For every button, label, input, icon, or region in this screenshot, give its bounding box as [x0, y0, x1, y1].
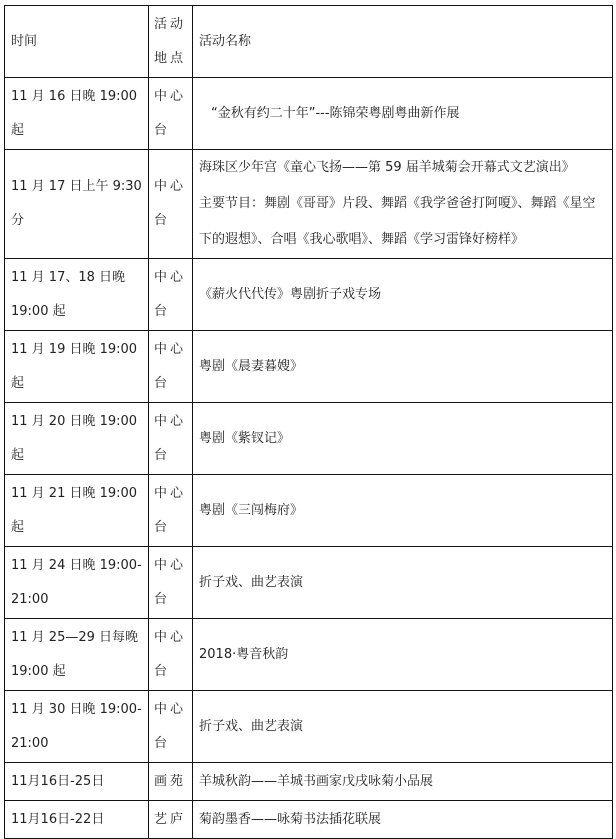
table-row	[5, 475, 613, 547]
cell-time: 11 月 17、18 日晚 19:00 起	[5, 259, 149, 331]
cell-location: 中心台	[149, 150, 193, 259]
cell-time: 11 月 20 日晚 19:00 起	[5, 403, 149, 475]
cell-location: 中心台	[149, 619, 193, 691]
cell-time: 11月16日-22日	[5, 801, 149, 839]
cell-name: 2018·粤音秋韵	[193, 619, 613, 691]
cell-name: 《薪火代代传》粤剧折子戏专场	[193, 259, 613, 331]
cell-time: 11 月 17 日上午 9:30 分	[5, 150, 149, 259]
cell-location: 中心台	[149, 259, 193, 331]
event-detail: 主要节目：舞剧《哥哥》片段、舞蹈《我学爸爸打阿嗄》、舞蹈《星空下的遐想》、合唱《我心歌唱》、舞蹈《学习雷锋好榜样》	[199, 196, 596, 247]
cell-location: 中心台	[149, 403, 193, 475]
table-row	[5, 801, 613, 839]
cell-name: 菊韵墨香——咏菊书法插花联展	[193, 801, 613, 839]
cell-location: 艺庐	[149, 801, 193, 839]
cell-name: “金秋有约二十年”---陈锦荣粤剧粤曲新作展	[193, 78, 613, 150]
table-row	[5, 691, 613, 763]
cell-location: 中心台	[149, 78, 193, 150]
cell-location: 中心台	[149, 331, 193, 403]
cell-name: 折子戏、曲艺表演	[193, 691, 613, 763]
header-name: 活动名称	[193, 6, 613, 78]
table-header-row	[5, 6, 613, 78]
cell-time: 11 月 25—29 日每晚 19:00 起	[5, 619, 149, 691]
events-table	[4, 5, 613, 839]
table-row	[5, 331, 613, 403]
cell-name: 粤剧《紫钗记》	[193, 403, 613, 475]
table-row	[5, 619, 613, 691]
cell-location: 画苑	[149, 763, 193, 801]
cell-location: 中心台	[149, 475, 193, 547]
table-row	[5, 150, 613, 259]
header-location: 活动地点	[149, 6, 193, 78]
cell-time: 11 月 24 日晚 19:00-21:00	[5, 547, 149, 619]
table-row	[5, 403, 613, 475]
cell-name: 粤剧《三闯梅府》	[193, 475, 613, 547]
header-time: 时间	[5, 6, 149, 78]
cell-time: 11月16日-25日	[5, 763, 149, 801]
cell-time: 11 月 30 日晚 19:00-21:00	[5, 691, 149, 763]
cell-name: 羊城秋韵——羊城书画家戊戌咏菊小品展	[193, 763, 613, 801]
table-row	[5, 547, 613, 619]
table-row	[5, 78, 613, 150]
cell-name: 粤剧《晨妻暮嫂》	[193, 331, 613, 403]
event-title: 海珠区少年宫《童心飞扬——第 59 届羊城菊会开幕式文艺演出》	[199, 160, 575, 175]
cell-location: 中心台	[149, 691, 193, 763]
cell-location: 中心台	[149, 547, 193, 619]
cell-time: 11 月 16 日晚 19:00 起	[5, 78, 149, 150]
cell-time: 11 月 21 日晚 19:00 起	[5, 475, 149, 547]
cell-name: 折子戏、曲艺表演	[193, 547, 613, 619]
cell-time: 11 月 19 日晚 19:00 起	[5, 331, 149, 403]
cell-name	[193, 150, 613, 259]
table-row	[5, 259, 613, 331]
table-row	[5, 763, 613, 801]
